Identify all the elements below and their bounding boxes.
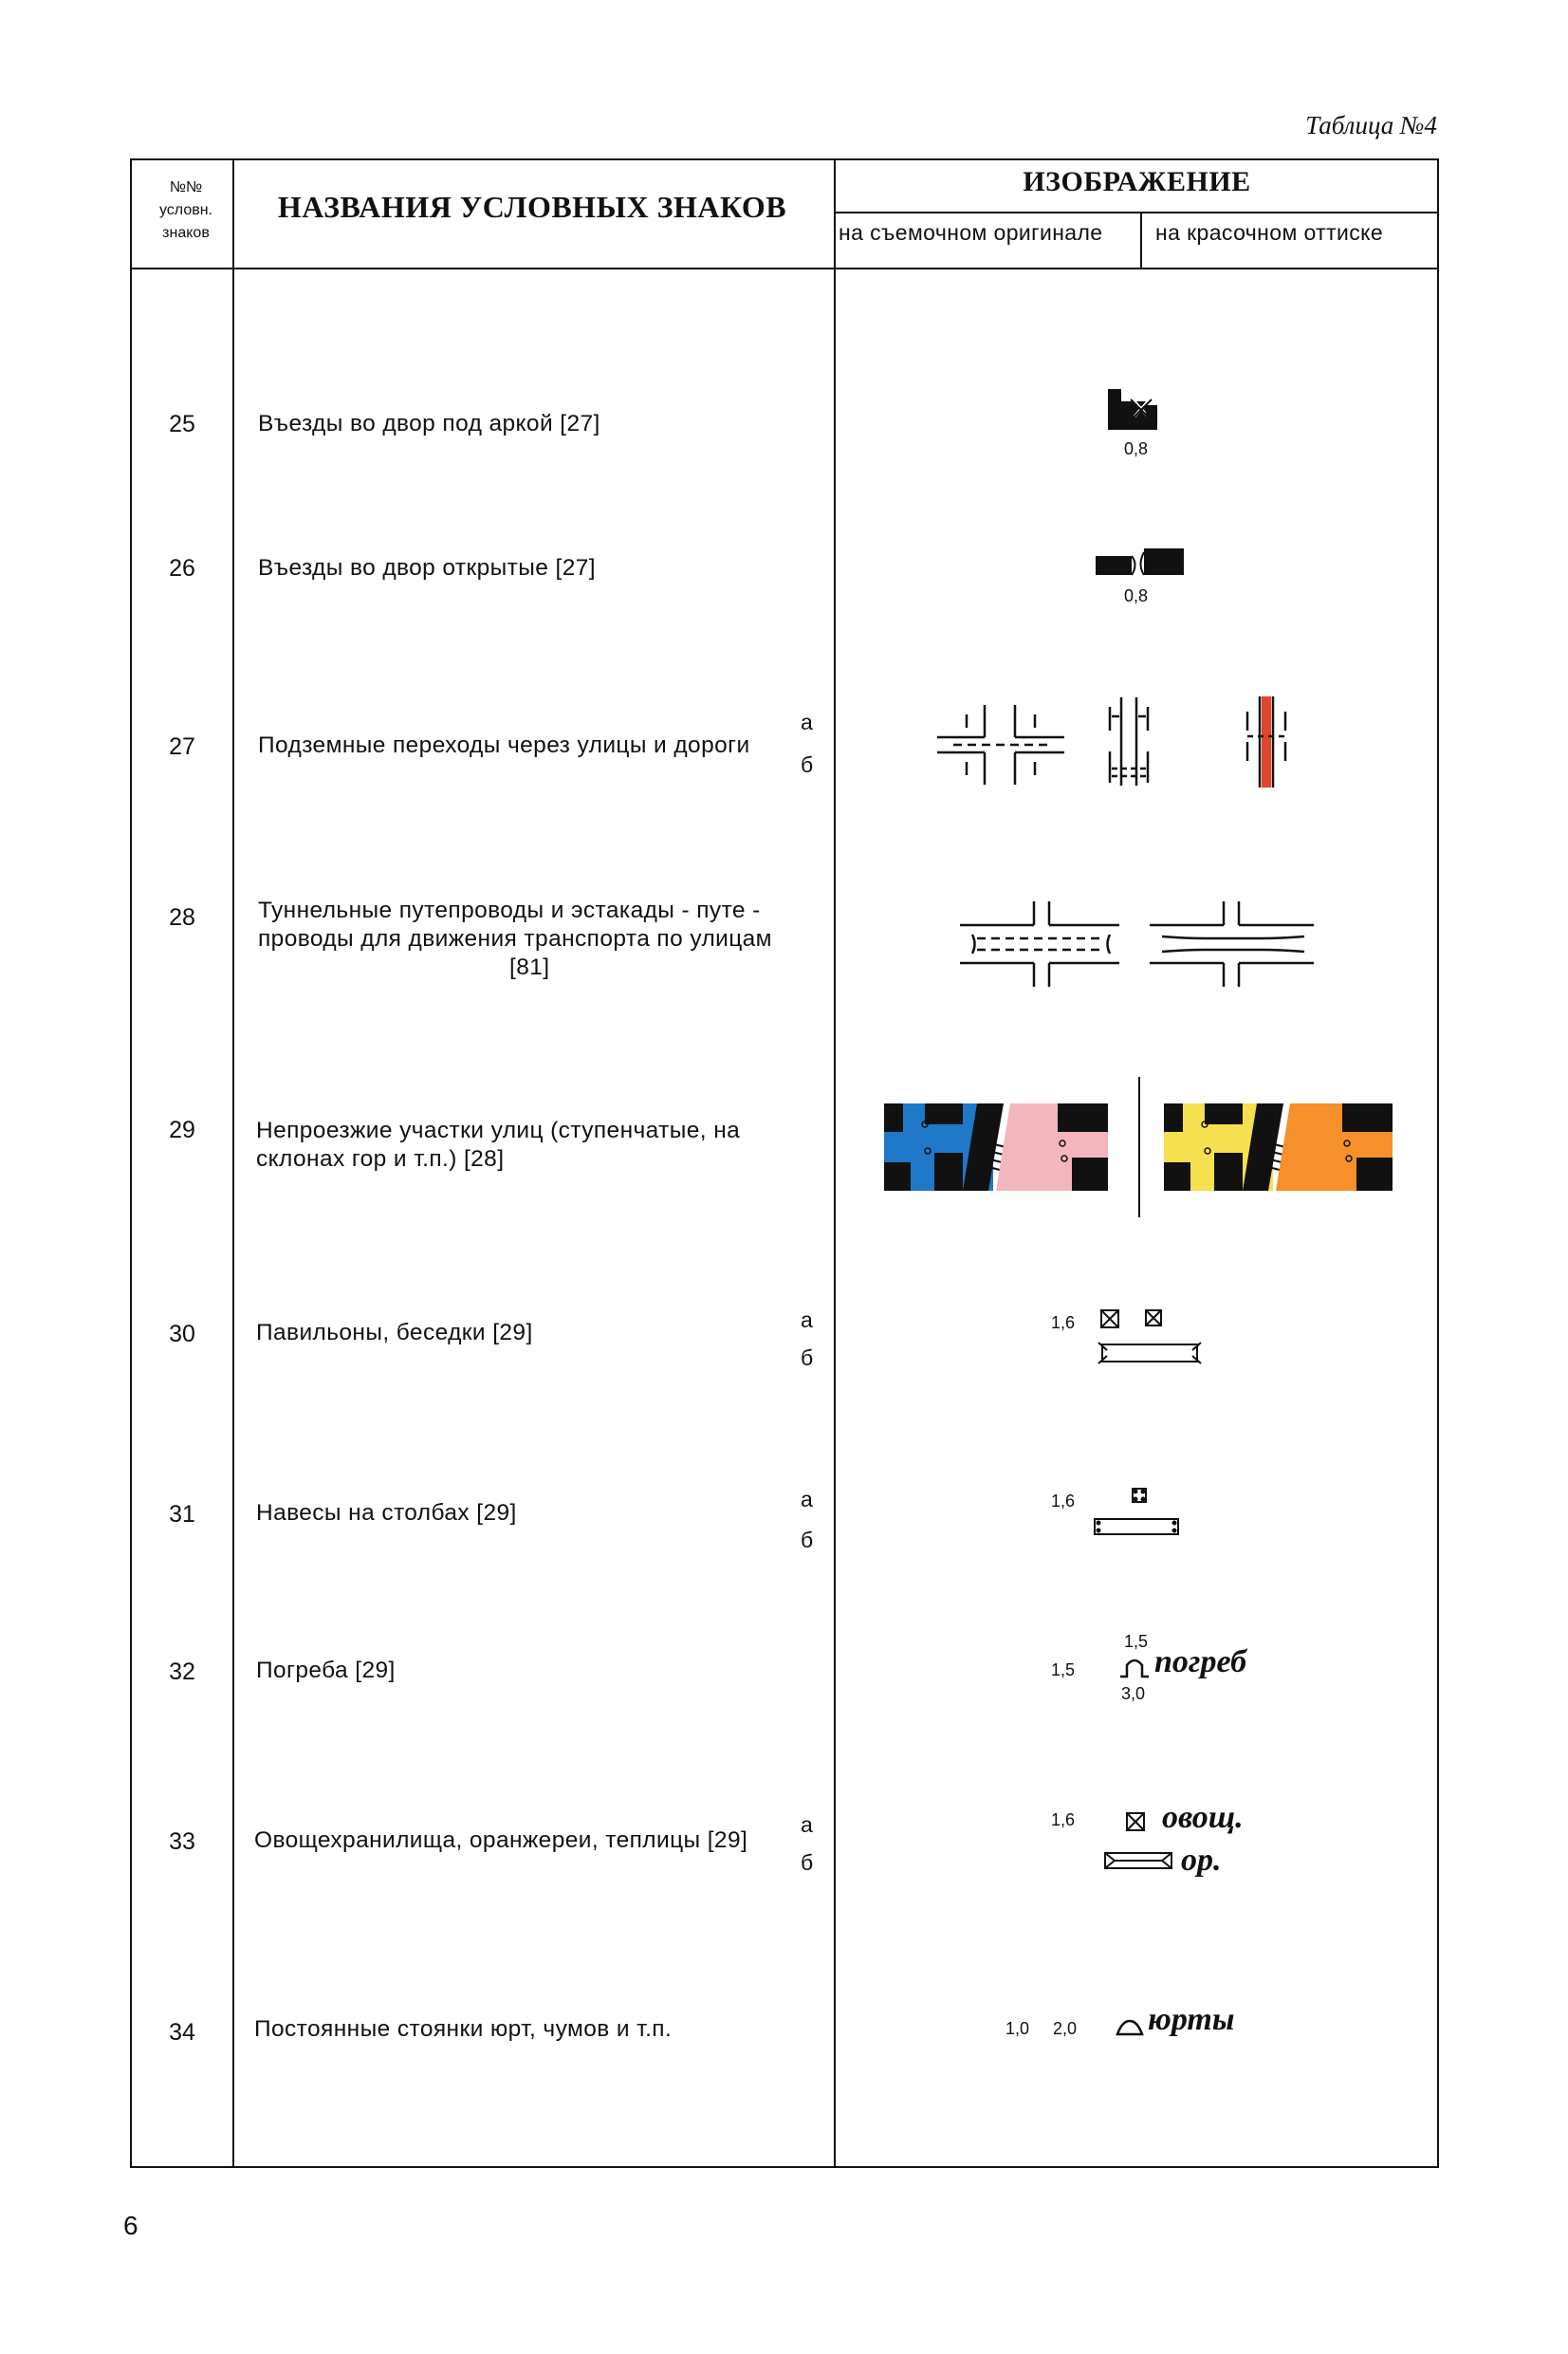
row-name-25: Въезды во двор под аркой [27] <box>258 411 600 436</box>
impassable-street-symbol-original <box>882 1096 1110 1196</box>
dim-32-bottom: 3,0 <box>1121 1684 1146 1703</box>
row-num-26: 26 <box>169 555 195 582</box>
header-num-col <box>138 176 233 245</box>
row-num-31: 31 <box>169 1501 195 1528</box>
tunnel-overpass-symbol-a <box>958 897 1129 992</box>
header-num-line2: условн. <box>158 202 212 218</box>
row-num-27: 27 <box>169 733 195 760</box>
row-name-33: Овощехранилища, оранжереи, теплицы [29] <box>254 1827 748 1853</box>
dim-34-right: 2,0 <box>1053 2019 1078 2038</box>
cellar-symbol <box>1117 1656 1155 1684</box>
row-name-28-line3: [81] <box>509 955 550 980</box>
row-num-25: 25 <box>169 411 195 437</box>
table-label: Таблица №4 <box>1305 111 1437 139</box>
row-name-34: Постоянные стоянки юрт, чумов и т.п. <box>254 2016 673 2042</box>
row-name-27: Подземные переходы через улицы и дороги <box>258 732 750 758</box>
header-sub-divider <box>1140 212 1142 268</box>
label-b-31: б <box>801 1528 814 1552</box>
label-a-30: а <box>801 1307 813 1332</box>
header-names-col: НАЗВАНИЯ УСЛОВНЫХ ЗНАКОВ <box>277 190 787 224</box>
row-name-32: Погреба [29] <box>256 1658 396 1683</box>
dim-33: 1,6 <box>1051 1810 1076 1829</box>
row-name-29-line1: Непроезжие участки улиц (ступенчатые, на <box>256 1118 741 1143</box>
yurt-symbol <box>1115 2013 1153 2042</box>
row-name-28-line1: Туннельные путепроводы и эстакады - путе - <box>258 898 761 923</box>
dim-26: 0,8 <box>1124 586 1149 605</box>
underpass-symbol-a <box>934 697 1077 792</box>
label-b-27: б <box>801 752 814 777</box>
col-divider-num <box>232 158 234 2168</box>
map-text-orangery: ор. <box>1181 1843 1222 1878</box>
map-text-vegetable-store: овощ. <box>1162 1800 1244 1835</box>
tunnel-overpass-symbol-b <box>1148 897 1319 992</box>
dim-32-left: 1,5 <box>1051 1660 1076 1679</box>
label-a-33: а <box>801 1812 813 1837</box>
label-a-27: а <box>801 710 813 734</box>
pavilion-symbols <box>1096 1305 1209 1376</box>
row-num-28: 28 <box>169 904 195 931</box>
row-num-29: 29 <box>169 1117 195 1143</box>
row-num-32: 32 <box>169 1659 195 1685</box>
label-b-33: б <box>801 1850 814 1875</box>
dim-25: 0,8 <box>1124 439 1149 458</box>
dim-32-top: 1,5 <box>1124 1632 1149 1651</box>
header-image-line <box>834 212 1439 213</box>
underpass-symbol-b <box>1100 693 1167 792</box>
dim-30: 1,6 <box>1051 1313 1076 1332</box>
row-num-30: 30 <box>169 1321 195 1347</box>
header-image-col: ИЗОБРАЖЕНИЕ <box>1023 166 1251 197</box>
header-bottom-line <box>130 268 1439 269</box>
header-sub-right: на красочном оттиске <box>1155 220 1384 245</box>
label-b-30: б <box>801 1345 814 1370</box>
header-num-line1: №№ <box>169 179 203 195</box>
col-divider-name <box>834 158 836 2168</box>
shed-symbols <box>1091 1485 1186 1542</box>
row-name-29-line2: склонах гор и т.п.) [28] <box>256 1146 505 1172</box>
dim-31: 1,6 <box>1051 1492 1076 1511</box>
underpass-symbol-color <box>1233 693 1300 792</box>
open-entrance-symbol <box>1091 539 1195 586</box>
label-a-31: а <box>801 1487 813 1511</box>
row-name-30: Павильоны, беседки [29] <box>256 1320 533 1345</box>
page-number: 6 <box>123 2211 138 2240</box>
dim-34-left: 1,0 <box>1005 2019 1030 2038</box>
impassable-divider <box>1138 1077 1140 1217</box>
map-text-yurts: юрты <box>1148 2002 1235 2037</box>
header-sub-left: на съемочном оригинале <box>839 220 1103 245</box>
header-num-line3: знаков <box>162 225 210 241</box>
row-name-31: Навесы на столбах [29] <box>256 1500 517 1526</box>
row-name-28-line2: проводы для движения транспорта по улицам <box>258 926 772 952</box>
row-num-33: 33 <box>169 1828 195 1855</box>
row-num-34: 34 <box>169 2019 195 2046</box>
row-name-26: Въезды во двор открытые [27] <box>258 555 597 581</box>
impassable-street-symbol-print <box>1162 1096 1394 1196</box>
map-text-cellar: погреб <box>1154 1644 1247 1679</box>
